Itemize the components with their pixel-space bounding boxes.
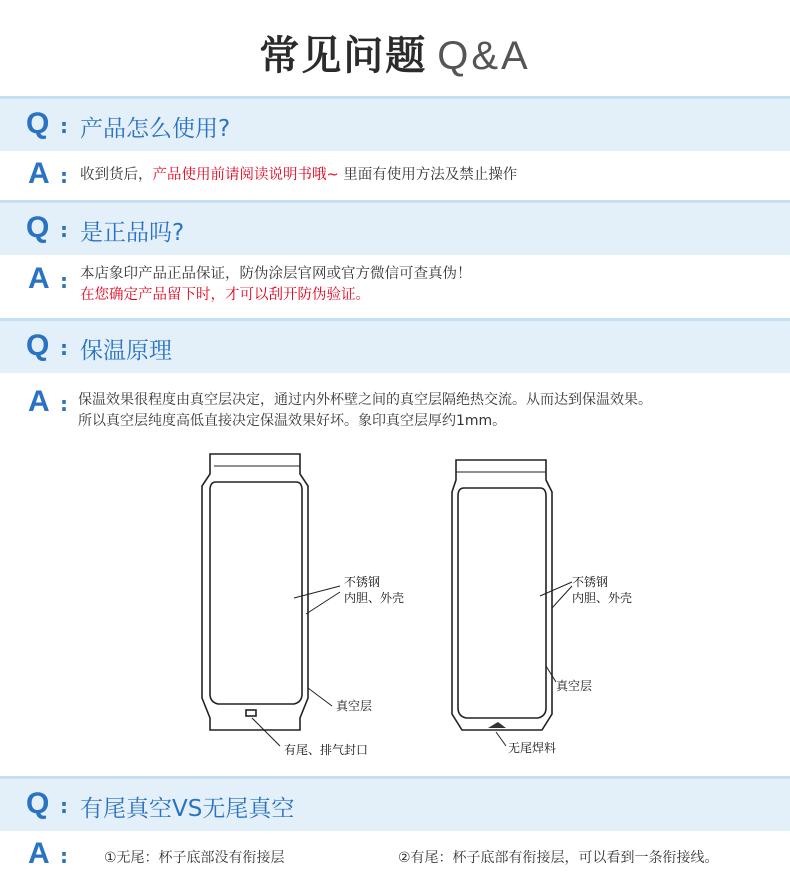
a-letter: A: [28, 385, 50, 418]
left-bottle-inner: [210, 482, 302, 704]
page-title: [0, 24, 790, 81]
vacuum-diagram: [180, 446, 650, 768]
left-material-label-1: 不锈钢: [344, 575, 381, 589]
a-letter: A: [28, 157, 50, 190]
q-letter: Q: [26, 329, 50, 362]
question-bar-2: [0, 200, 790, 255]
q-letter: Q: [26, 211, 50, 244]
answer-4-left: ①无尾：杯子底部没有衔接层: [104, 850, 285, 866]
a-colon: :: [60, 844, 68, 868]
right-material-label-1: 不锈钢: [572, 575, 609, 589]
question-3: 保温原理: [80, 338, 172, 364]
question-bar-3: [0, 318, 790, 373]
answer-1: [80, 165, 517, 186]
right-bottle-inner: [458, 488, 546, 718]
left-bottle-outer: [202, 454, 308, 730]
a-colon: :: [60, 269, 68, 293]
answer-2-line1: 本店象印产品正品保证，防伪涂层官网或官方微信可查真伪！: [80, 266, 472, 282]
answer-3-line1: 保温效果很程度由真空层决定，通过内外杯壁之间的真空层隔绝热交流。从而达到保温效果。: [78, 392, 652, 408]
question-2: 是正品吗?: [80, 220, 185, 246]
title-main: 常见问题: [259, 33, 428, 79]
q-colon: :: [60, 336, 68, 360]
answer-1-prefix: 收到货后，: [80, 167, 153, 183]
a-letter: A: [28, 262, 50, 295]
answer-4-right: ②有尾：杯子底部有衔接层，可以看到一条衔接线。: [398, 850, 719, 866]
left-material-label-2: 内胆、外壳: [344, 591, 405, 605]
question-4: 有尾真空VS无尾真空: [80, 796, 295, 822]
q-colon: :: [60, 218, 68, 242]
right-bottle-outer: [452, 460, 552, 730]
right-material-label-2: 内胆、外壳: [572, 591, 633, 605]
answer-3-line2: 所以真空层纯度高低直接决定保温效果好坏。象印真空层厚约1mm。: [78, 413, 507, 429]
right-bottom-label: 无尾焊料: [508, 741, 557, 755]
q-colon: :: [60, 114, 68, 138]
answer-1-suffix: 里面有使用方法及禁止操作: [338, 167, 518, 183]
q-letter: Q: [26, 107, 50, 140]
answer-1-highlight: 产品使用前请阅读说明书哦~: [152, 167, 339, 183]
answer-2: [80, 264, 472, 306]
left-seal: [246, 710, 256, 716]
answer-3: [78, 390, 652, 432]
right-solder: [488, 722, 506, 728]
q-colon: :: [60, 794, 68, 818]
question-bar-1: [0, 96, 790, 151]
a-letter: A: [28, 837, 50, 870]
a-colon: :: [60, 164, 68, 188]
question-bar-4: [0, 776, 790, 831]
right-vacuum-label: 真空层: [556, 679, 593, 693]
q-letter: Q: [26, 787, 50, 820]
title-suffix: Q&A: [437, 34, 531, 78]
left-vacuum-label: 真空层: [336, 699, 373, 713]
answer-2-line2: 在您确定产品留下时，才可以刮开防伪验证。: [80, 287, 370, 303]
a-colon: :: [60, 392, 68, 416]
question-1: 产品怎么使用?: [80, 116, 231, 142]
left-bottom-label: 有尾、排气封口: [284, 743, 369, 757]
